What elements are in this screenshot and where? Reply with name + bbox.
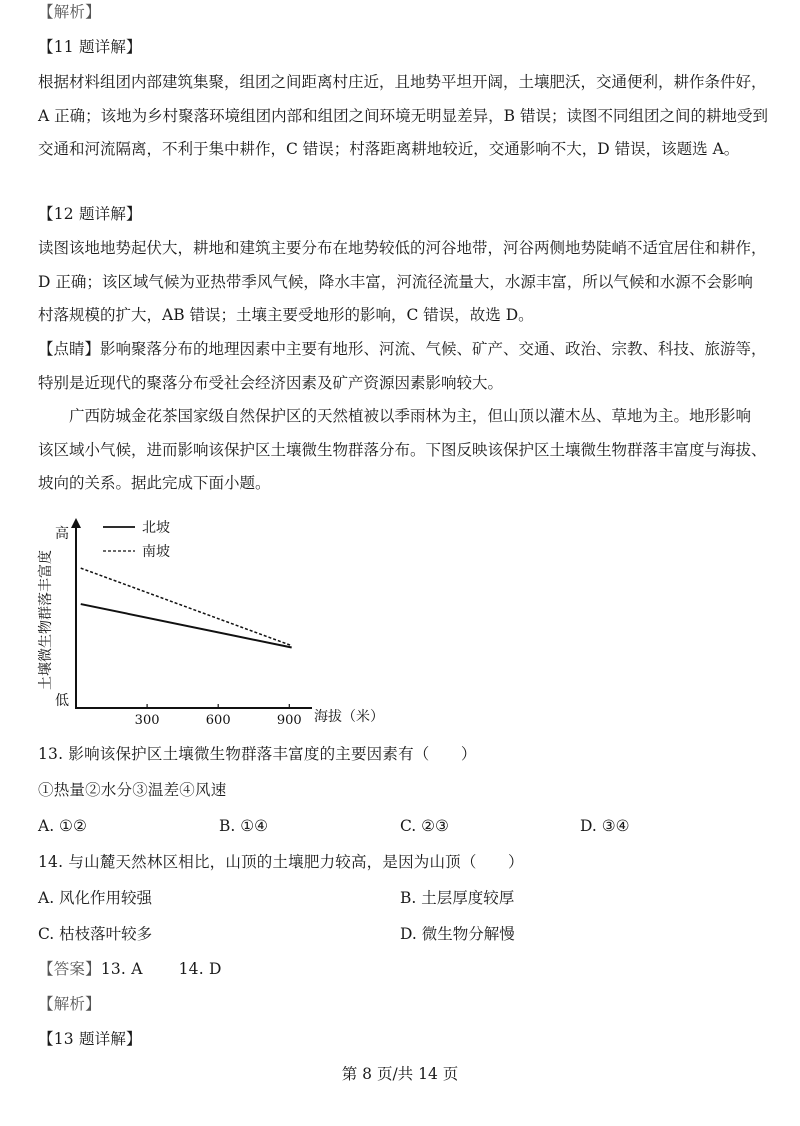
series-line-north-slope (81, 604, 292, 647)
q13-stem: 13. 影响该保护区土壤微生物群落丰富度的主要因素有（ ） (38, 745, 477, 763)
q13-option-d[interactable]: D. ③④ (580, 817, 630, 835)
chart-legend (103, 520, 170, 560)
q13-heading: 【13 题详解】 (38, 1030, 142, 1048)
q11-heading: 【11 题详解】 (38, 38, 142, 56)
material-line: 坡向的关系。据此完成下面小题。 (38, 474, 271, 492)
analysis-label: 【解析】 (38, 3, 101, 21)
q11-line: A 正确；该地为乡村聚落环境组团内部和组团之间环境无明显差异，B 错误；读图不同组团之间的耕地受到 (38, 106, 768, 125)
y-high-label: 高 (55, 526, 69, 542)
series-line-south-slope (81, 568, 292, 645)
legend-label: 北坡 (142, 520, 170, 536)
q14-option-d[interactable]: D. 微生物分解慢 (400, 925, 515, 943)
q14-option-b[interactable]: B. 土层厚度较厚 (400, 889, 515, 907)
q14-stem: 14. 与山麓天然林区相比，山顶的土壤肥力较高，是因为山顶（ ） (38, 853, 524, 871)
legend-label: 南坡 (142, 544, 170, 560)
x-tick-label: 300 (134, 713, 160, 728)
q14-option-a[interactable]: A. 风化作用较强 (38, 889, 153, 907)
q13-option-c[interactable]: C. ②③ (400, 817, 449, 835)
q12-line: 读图该地地势起伏大，耕地和建筑主要分布在地势较低的河谷地带，河谷两侧地势陡峭不适宜居住和耕作， (38, 239, 767, 257)
q13-option-b[interactable]: B. ①④ (219, 817, 269, 835)
analysis-label-2: 【解析】 (38, 995, 101, 1013)
q11-line: 交通和河流隔离，不利于集中耕作，C 错误；村落距离耕地较近，交通影响不大，D 错误，该题选 A。 (38, 140, 740, 158)
material-paragraph (38, 406, 766, 507)
q11-line: 根据材料组团内部建筑集聚，组团之间距离村庄近，且地势平坦开阔，土壤肥沃，交通便利，耕作条件好， (38, 73, 767, 91)
x-axis-title: 海拔（米） (314, 709, 384, 725)
q12-heading: 【12 题详解】 (38, 205, 142, 223)
q14-option-c[interactable]: C. 枯枝落叶较多 (38, 925, 153, 943)
chart-axes (71, 518, 312, 728)
answer-q14: 14. D (178, 960, 222, 978)
tip-paragraph (38, 339, 766, 406)
y-axis-title: 土壤微生物群落丰富度 (38, 550, 54, 690)
answer-row (38, 959, 222, 979)
tip-line: 特别是近现代的聚落分布受社会经济因素及矿产资源因素影响较大。 (38, 373, 504, 392)
q12-explanation (38, 238, 766, 339)
chart-series (81, 568, 292, 647)
q12-line: D 正确；该区域气候为亚热带季风气候，降水丰富，河流径流量大，水源丰富，所以气候和水源不会影响 (38, 272, 753, 291)
y-low-label: 低 (55, 693, 69, 709)
material-line: 广西防城金花茶国家级自然保护区的天然植被以季雨林为主，但山顶以灌木丛、草地为主。地形影响 (69, 407, 752, 425)
q12-line: 村落规模的扩大，AB 错误；土壤主要受地形的影响，C 错误，故选 D。 (38, 306, 534, 324)
page-footer: 第 8 页/共 14 页 (341, 1065, 459, 1083)
q13-option-a[interactable]: A. ①② (38, 817, 87, 835)
answer-q13: 13. A (100, 960, 143, 978)
y-axis-arrow-icon (71, 518, 81, 528)
x-tick-label: 900 (276, 713, 302, 728)
x-tick-label: 600 (205, 713, 231, 728)
q13-items: ①热量②水分③温差④风速 (38, 781, 227, 799)
answer-label: 【答案】 (38, 960, 101, 978)
material-line: 该区域小气候，进而影响该保护区土壤微生物群落分布。下图反映该保护区土壤微生物群落丰富度与海拔、 (38, 440, 767, 459)
elevation-richness-chart (20, 505, 400, 735)
q11-explanation (38, 72, 766, 173)
tip-line: 【点睛】影响聚落分布的地理因素中主要有地形、河流、气候、矿产、交通、政治、宗教、科技、旅游等， (38, 340, 767, 358)
